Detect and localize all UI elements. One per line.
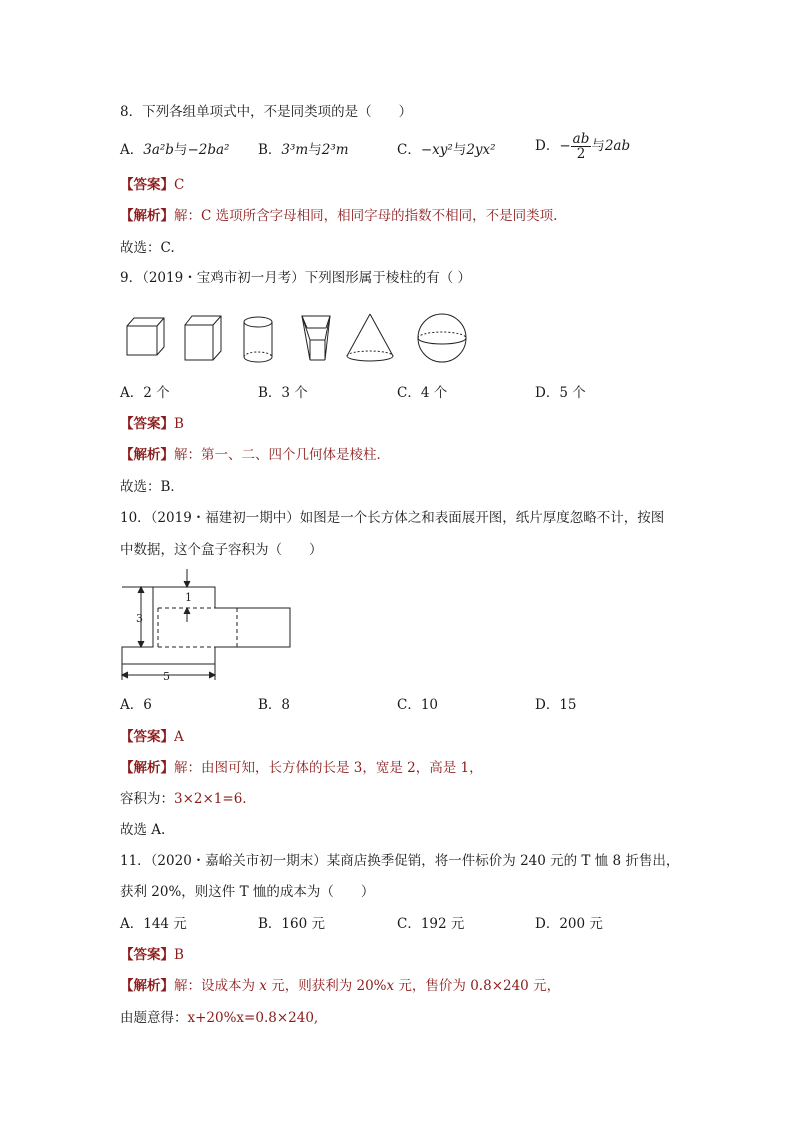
q10-stem-line1: 10．（2019・福建初一期中）如图是一个长方体之和表面展开图，纸片厚度忽略不计，按图: [120, 510, 665, 526]
q10-option-d: D．15: [535, 697, 577, 713]
q11-option-a: A．144 元: [120, 916, 187, 932]
cube-solid: [127, 318, 164, 355]
label-top: 1: [185, 591, 192, 604]
label-left: 3: [136, 612, 143, 625]
q10-option-b: B．8: [258, 697, 291, 713]
q8-option-a: A．3a²b与−2ba²: [120, 142, 230, 158]
label-bottom: 5: [163, 670, 170, 683]
q8-stem: 8．下列各组单项式中，不是同类项的是（ ）: [120, 104, 413, 120]
sphere-solid: [418, 314, 466, 362]
q8-answer: 【答案】C: [120, 177, 185, 193]
q10-option-c: C．10: [397, 697, 439, 713]
q11-equation: 由题意得：x+20%x=0.8×240,: [120, 1010, 319, 1026]
q9-option-b: B．3 个: [258, 385, 308, 401]
q9-option-c: C．4 个: [397, 385, 448, 401]
q11-option-c: C．192 元: [397, 916, 465, 932]
q11-stem-line2: 获利 20%，则这件 T 恤的成本为（ ）: [120, 884, 375, 900]
q11-analysis: 【解析】解：设成本为 x 元，则获利为 20%x 元，售价为 0.8×240 元，: [120, 978, 561, 994]
q8-option-d: D．− $\frac{ab}{2}$ 与2ab: [535, 131, 631, 162]
q9-option-a: A．2 个: [120, 385, 170, 401]
q10-conclusion: 故选 A.: [120, 822, 166, 838]
q9-option-d: D．5 个: [535, 385, 586, 401]
q10-analysis: 【解析】解：由图可知，长方体的长是 3，宽是 2，高是 1，: [120, 760, 483, 776]
q11-stem-line1: 11．（2020・嘉峪关市初一期末）某商店换季促销，将一件标价为 240 元的 T 恤 8 折售出，: [120, 853, 680, 869]
trapezoid-prism-solid: [302, 316, 330, 360]
q8-analysis: 【解析】解：C 选项所含字母相同，相同字母的指数不相同，不是同类项.: [120, 208, 558, 224]
q11-option-d: D．200 元: [535, 916, 603, 932]
q9-answer: 【答案】B: [120, 416, 184, 432]
q11-answer: 【答案】B: [120, 947, 184, 963]
q10-answer: 【答案】A: [120, 729, 184, 745]
cylinder-solid: [244, 317, 272, 362]
q11-option-b: B．160 元: [258, 916, 325, 932]
cone-solid: [347, 314, 393, 361]
q9-analysis: 【解析】解：第一、二、四个几何体是棱柱．: [120, 447, 390, 463]
q9-conclusion: 故选：B．: [120, 479, 184, 495]
q8-option-c: C．−xy²与2yx²: [397, 142, 496, 158]
q9-stem: 9．（2019・宝鸡市初一月考）下列图形属于棱柱的有（ ）: [120, 270, 471, 286]
q8-option-b: B．3³m与2³m: [258, 142, 349, 158]
q8-conclusion: 故选：C.: [120, 240, 175, 256]
rectangular-prism-solid: [185, 316, 221, 360]
q9-solids-figure: [120, 310, 480, 370]
q10-option-a: A．6: [120, 697, 152, 713]
q10-net-figure: [115, 566, 305, 686]
q10-stem-line2: 中数据，这个盒子容积为（ ）: [120, 542, 323, 558]
q10-volume: 容积为：3×2×1=6.: [120, 791, 247, 807]
fraction: $\frac{ab}{2}$: [572, 131, 590, 162]
